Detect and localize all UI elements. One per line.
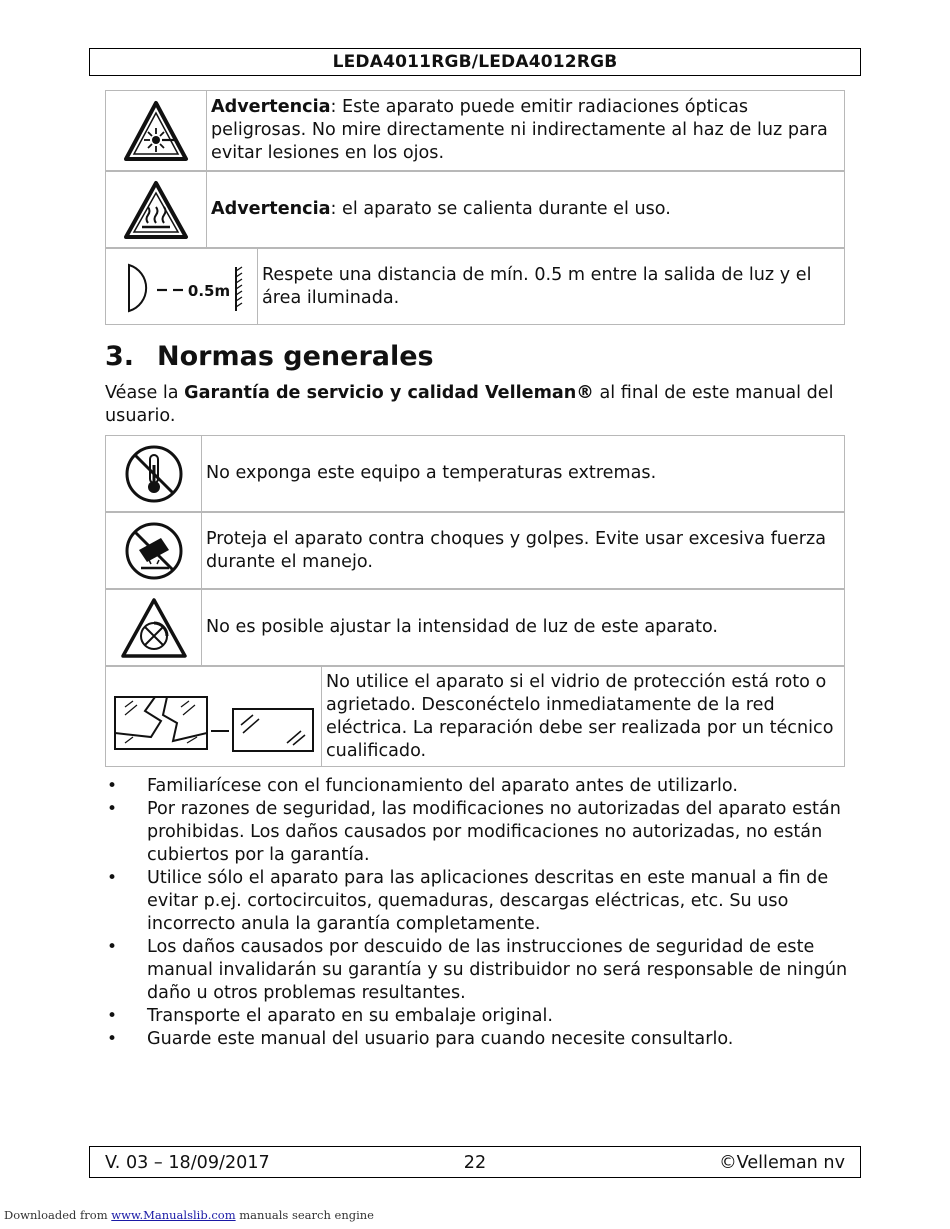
page-footer bbox=[89, 1146, 861, 1178]
rule-row bbox=[105, 435, 845, 512]
warning-text bbox=[207, 172, 845, 248]
intro-text: Véase la bbox=[105, 383, 185, 403]
list-item bbox=[105, 798, 850, 867]
bullet-marker: • bbox=[107, 1029, 118, 1049]
section-number: 3. bbox=[105, 341, 135, 372]
minimum-distance-icon bbox=[106, 249, 258, 325]
list-item-text: Familiarícese con el funcionamiento del aparato antes de utilizarlo. bbox=[147, 776, 738, 796]
no-extreme-temperature-icon bbox=[106, 436, 202, 512]
download-note bbox=[4, 1208, 374, 1222]
distance-label: 0.5m bbox=[187, 281, 230, 300]
hot-surface-warning-icon bbox=[106, 172, 207, 248]
warranty-reference: Garantía de servicio y calidad Velleman® bbox=[184, 383, 594, 403]
rule-row bbox=[105, 666, 845, 767]
list-item-text: Por razones de seguridad, las modificaciones no autorizadas del aparato están prohibidas. Los daños causados por modificaciones no autorizadas, no están cubiertos por la garantía. bbox=[147, 799, 841, 865]
no-dimmer-icon bbox=[106, 590, 202, 666]
rule-row bbox=[105, 512, 845, 589]
warning-row bbox=[105, 90, 845, 171]
rule-row bbox=[105, 589, 845, 666]
list-item-text: Transporte el aparato en su embalaje original. bbox=[147, 1006, 553, 1026]
warning-text: Respete una distancia de mín. 0.5 m entre la salida de luz y el área iluminada. bbox=[258, 249, 845, 325]
manualslib-link[interactable]: www.Manualslib.com bbox=[111, 1208, 236, 1222]
download-note-prefix: Downloaded from bbox=[4, 1208, 112, 1222]
page-number: 22 bbox=[463, 1153, 487, 1173]
warning-body: : Este aparato puede emitir radiaciones ópticas peligrosas. No mire directamente ni indirectamente al haz de luz para evitar lesiones en los ojos. bbox=[211, 97, 828, 163]
section-title: Normas generales bbox=[157, 341, 434, 372]
section-intro bbox=[105, 382, 845, 428]
no-shocks-icon bbox=[106, 513, 202, 589]
warnings-table bbox=[105, 90, 845, 325]
download-note-suffix: manuals search engine bbox=[235, 1208, 374, 1222]
list-item-text: Utilice sólo el aparato para las aplicaciones descritas en este manual a fin de evitar p.ej. cortocircuitos, quemaduras, descargas eléctricas, etc. Su uso incorrecto anula la garantía completamente. bbox=[147, 868, 829, 934]
version-date: V. 03 – 18/09/2017 bbox=[105, 1153, 270, 1173]
bullet-marker: • bbox=[107, 868, 118, 888]
warning-row bbox=[105, 171, 845, 248]
rule-text: No es posible ajustar la intensidad de luz de este aparato. bbox=[202, 590, 845, 666]
warning-label: Advertencia bbox=[211, 199, 331, 219]
rules-table bbox=[105, 435, 845, 767]
list-item bbox=[105, 1028, 850, 1051]
bullet-marker: • bbox=[107, 1006, 118, 1026]
warning-text bbox=[207, 91, 845, 171]
bullet-marker: • bbox=[107, 937, 118, 957]
rule-text: Proteja el aparato contra choques y golpes. Evite usar excesiva fuerza durante el manejo. bbox=[202, 513, 845, 589]
list-item-text: Guarde este manual del usuario para cuando necesite consultarlo. bbox=[147, 1029, 734, 1049]
bullet-marker: • bbox=[107, 776, 118, 796]
warning-row bbox=[105, 248, 845, 325]
warning-label: Advertencia bbox=[211, 97, 331, 117]
list-item bbox=[105, 936, 850, 1005]
intro-text: al final de este manual del usuario. bbox=[105, 383, 834, 426]
document-model-title: LEDA4011RGB/LEDA4012RGB bbox=[332, 52, 618, 72]
rule-text: No utilice el aparato si el vidrio de protección está roto o agrietado. Desconéctelo inmediatamente de la red eléctrica. La reparación debe ser realizada por un técnico cualificado. bbox=[322, 667, 845, 767]
list-item-text: Los daños causados por descuido de las instrucciones de seguridad de este manual invalidarán su garantía y su distribuidor no será responsable de ningún daño u otros problemas resultantes. bbox=[147, 937, 848, 1003]
general-rules-list bbox=[105, 775, 850, 1051]
warning-body: : el aparato se calienta durante el uso. bbox=[330, 199, 671, 219]
bullet-marker: • bbox=[107, 799, 118, 819]
list-item bbox=[105, 1005, 850, 1028]
copyright: ©Velleman nv bbox=[719, 1153, 845, 1173]
rule-text: No exponga este equipo a temperaturas extremas. bbox=[202, 436, 845, 512]
laser-radiation-warning-icon bbox=[106, 91, 207, 171]
broken-glass-icon bbox=[106, 667, 322, 767]
section-heading bbox=[105, 340, 434, 374]
list-item bbox=[105, 775, 850, 798]
page-header bbox=[89, 48, 861, 76]
list-item bbox=[105, 867, 850, 936]
